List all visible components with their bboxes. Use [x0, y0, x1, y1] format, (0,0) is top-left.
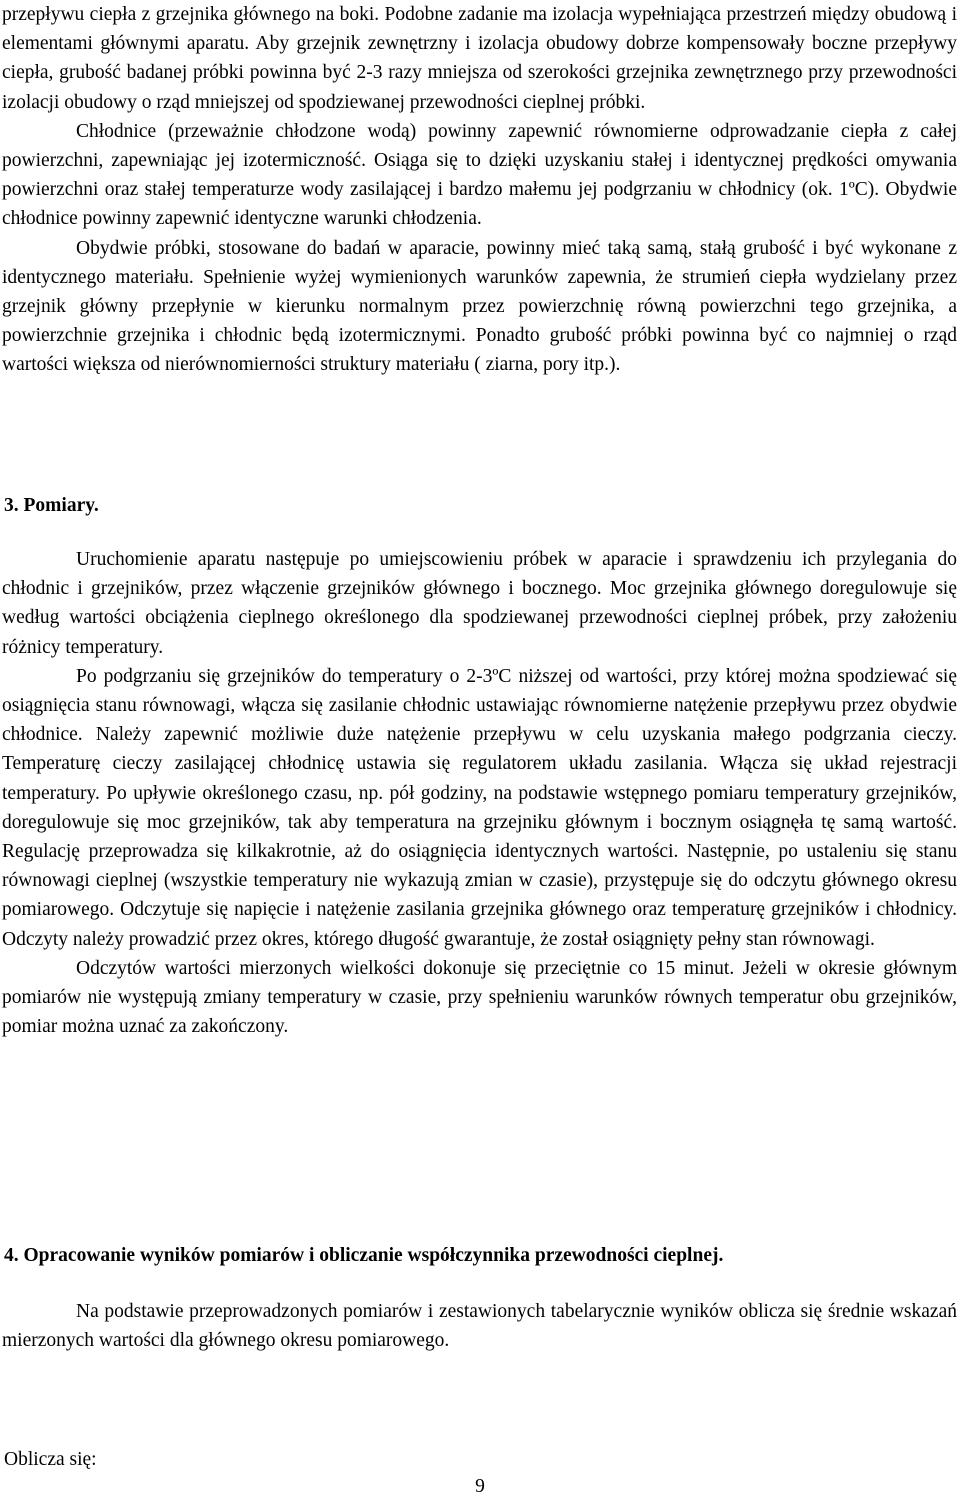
results-section	[2, 1297, 957, 1355]
measurements-section	[2, 545, 957, 1041]
section-heading-results: 4. Opracowanie wyników pomiarów i obliczanie współczynnika przewodności cieplnej.	[4, 1245, 724, 1266]
paragraph-samples: Obydwie próbki, stosowane do badań w aparacie, powinny mieć taką samą, stałą grubość i być wykonane z identycznego materiału. Spełnienie wyżej wymienionych warunków zapewnia, że strumień ciepła wydzielany przez grzejnik główny przepłynie w kierunku normalnym przez powierzchnię równą powierzchni tego grzejnika, a powierzchnie grzejnika i chłodnic będą izotermicznymi. Ponadto grubość próbki powinna być co najmniej o rząd wartości większa od nierównomierności struktury materiału ( ziarna, pory itp.).	[2, 237, 957, 376]
paragraph-readings: Odczytów wartości mierzonych wielkości dokonuje się przeciętnie co 15 minut. Jeżeli w okresie głównym pomiarów nie występują zmiany temperatury w czasie, przy spełnieniu warunków równych temperatur obu grzejników, pomiar można uznać za zakończony.	[2, 957, 957, 1038]
page-number: 9	[475, 1476, 485, 1497]
paragraph-startup: Uruchomienie aparatu następuje po umiejscowieniu próbek w aparacie i sprawdzeniu ich przylegania do chłodnic i grzejników, przez włączenie grzejników głównego i bocznego. Moc grzejnika głównego doregulowuje się według wartości obciążenia cieplnego określonego dla spodziewanej przewodności cieplnej próbek, przy założeniu różnicy temperatury.	[2, 549, 957, 658]
paragraph-averages: Na podstawie przeprowadzonych pomiarów i zestawionych tabelarycznie wyników oblicza się średnie wskazań mierzonych wartości dla głównego okresu pomiarowego.	[2, 1301, 957, 1352]
continued-text-block	[2, 0, 957, 380]
calculation-label: Oblicza się:	[4, 1449, 97, 1470]
paragraph-insulation: przepływu ciepła z grzejnika głównego na boki. Podobne zadanie ma izolacja wypełniająca przestrzeń między obudową i elementami głównymi aparatu. Aby grzejnik zewnętrzny i izolacja obudowy dobrze kompensowały boczne przepływy ciepła, grubość badanej próbki powinna być 2-3 razy mniejsza od szerokości grzejnika zewnętrznego przy przewodności izolacji obudowy o rząd mniejszej od spodziewanej przewodności cieplnej próbki.	[2, 4, 957, 113]
section-heading-measurements: 3. Pomiary.	[4, 495, 99, 516]
paragraph-heating-procedure: Po podgrzaniu się grzejników do temperatury o 2-3ºC niższej od wartości, przy której można spodziewać się osiągnięcia stanu równowagi, włącza się zasilanie chłodnic ustawiając równomierne natężenie przepływu przez obydwie chłodnice. Należy zapewnić możliwie duże natężenie przepływu w celu uzyskania małego podgrzania cieczy. Temperaturę cieczy zasilającej chłodnicę ustawia się regulatorem układu zasilania. Włącza się układ rejestracji temperatury. Po upływie określonego czasu, np. pół godziny, na podstawie wstępnego pomiaru temperatury grzejników, doregulowuje się moc grzejników, tak aby temperatura na grzejniku głównym i bocznym osiągnęła tę samą wartość. Regulację przeprowadza się kilkakrotnie, aż do osiągnięcia identycznych wartości. Następnie, po ustaleniu się stanu równowagi cieplnej (wszystkie temperatury nie wykazują zmian w czasie), przystępuje się do odczytu głównego okresu pomiarowego. Odczytuje się napięcie i natężenie zasilania grzejnika głównego oraz temperaturę grzejników i chłodnicy. Odczyty należy prowadzić przez okres, którego długość gwarantuje, że został osiągnięty pełny stan równowagi.	[2, 665, 957, 950]
paragraph-coolers: Chłodnice (przeważnie chłodzone wodą) powinny zapewnić równomierne odprowadzanie ciepła z całej powierzchni, zapewniając jej izotermiczność. Osiąga się to dzięki uzyskaniu stałej i identycznej prędkości omywania powierzchni oraz stałej temperaturze wody zasilającej i bardzo małemu jej podgrzaniu w chłodnicy (ok. 1ºC). Obydwie chłodnice powinny zapewnić identyczne warunki chłodzenia.	[2, 120, 957, 230]
